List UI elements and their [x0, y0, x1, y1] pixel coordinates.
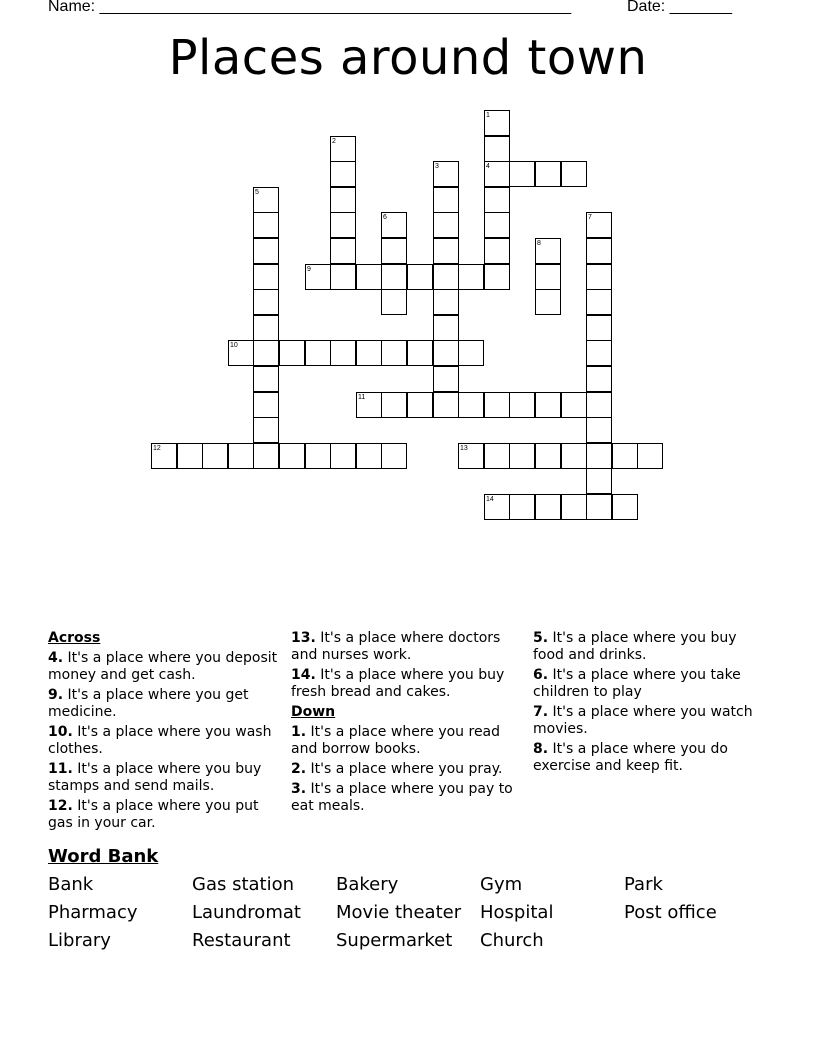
grid-cell[interactable] — [433, 340, 459, 366]
clue-number: 8 — [537, 240, 541, 247]
clue-number-label: 11. — [48, 761, 73, 777]
clue-text: It's a place where you pray. — [310, 761, 503, 777]
grid-cell[interactable] — [458, 340, 484, 366]
clues-column-1 — [48, 630, 280, 835]
grid-cell[interactable] — [586, 264, 612, 290]
clue-number: 7 — [588, 214, 592, 221]
across-clue-list-continued — [291, 630, 523, 701]
clue-number: 4 — [486, 163, 490, 170]
grid-cell[interactable] — [356, 264, 382, 290]
clue-number-label: 2. — [291, 761, 307, 777]
grid-cell[interactable] — [381, 340, 407, 366]
grid-cell[interactable] — [407, 340, 433, 366]
clue-text: It's a place where you do exercise and keep fit. — [533, 741, 728, 774]
grid-cell[interactable] — [561, 494, 587, 520]
word-bank-item: Post office — [624, 902, 717, 923]
grid-cell[interactable] — [330, 238, 356, 264]
grid-cell[interactable] — [535, 161, 561, 187]
grid-cell[interactable] — [484, 212, 510, 238]
grid-cell[interactable] — [381, 443, 407, 469]
grid-cell[interactable] — [509, 494, 535, 520]
grid-cell[interactable] — [279, 443, 305, 469]
word-bank-item: Gym — [480, 874, 523, 895]
word-bank-item: Gas station — [192, 874, 295, 895]
clue-item — [291, 630, 523, 664]
across-header: Across — [48, 630, 101, 646]
clue-text: It's a place where you watch movies. — [533, 704, 753, 737]
grid-cell[interactable] — [509, 443, 535, 469]
grid-cell[interactable] — [637, 443, 663, 469]
word-bank-item: Library — [48, 930, 111, 951]
clue-text: It's a place where you pay to eat meals. — [291, 781, 513, 814]
grid-cell[interactable] — [253, 366, 279, 392]
down-clue-list — [291, 724, 523, 815]
page-title: Places around town — [168, 30, 648, 86]
grid-cell[interactable] — [561, 443, 587, 469]
date-field-label[interactable]: Date: _______ — [627, 0, 732, 15]
clue-number: 2 — [332, 138, 336, 145]
grid-cell[interactable] — [279, 340, 305, 366]
clue-text: It's a place where you get medicine. — [48, 687, 249, 720]
grid-cell[interactable] — [586, 366, 612, 392]
clue-number: 14 — [486, 496, 494, 503]
grid-cell[interactable] — [484, 392, 510, 418]
word-bank-item: Supermarket — [336, 930, 453, 951]
clue-item — [291, 781, 523, 815]
grid-cell[interactable] — [509, 392, 535, 418]
word-bank-item: Pharmacy — [48, 902, 138, 923]
word-bank-title: Word Bank — [48, 846, 159, 867]
clue-text: It's a place where you wash clothes. — [48, 724, 272, 757]
grid-cell[interactable] — [330, 443, 356, 469]
grid-cell[interactable] — [535, 289, 561, 315]
clue-item — [291, 761, 523, 778]
grid-cell[interactable] — [433, 366, 459, 392]
clue-item — [291, 724, 523, 758]
grid-cell[interactable] — [484, 238, 510, 264]
grid-cell[interactable] — [202, 443, 228, 469]
grid-cell[interactable] — [509, 161, 535, 187]
grid-cell[interactable] — [458, 392, 484, 418]
clue-number-label: 1. — [291, 724, 307, 740]
down-header: Down — [291, 704, 336, 720]
grid-cell[interactable] — [433, 392, 459, 418]
clue-number-label: 6. — [533, 667, 549, 683]
grid-cell[interactable] — [586, 315, 612, 341]
grid-cell[interactable] — [458, 264, 484, 290]
clue-text: It's a place where you buy food and drinks. — [533, 630, 737, 663]
grid-cell[interactable] — [586, 392, 612, 418]
word-bank-item: Church — [480, 930, 544, 951]
clue-item — [48, 798, 280, 832]
clue-number: 12 — [153, 445, 161, 452]
grid-cell[interactable] — [253, 417, 279, 443]
grid-cell[interactable] — [484, 443, 510, 469]
grid-cell[interactable] — [253, 238, 279, 264]
clue-text: It's a place where you read and borrow books. — [291, 724, 501, 757]
clue-text: It's a place where doctors and nurses work. — [291, 630, 501, 663]
clue-item — [533, 667, 769, 701]
grid-cell[interactable] — [433, 238, 459, 264]
clue-number-label: 10. — [48, 724, 73, 740]
clue-number: 5 — [255, 189, 259, 196]
grid-cell[interactable] — [433, 315, 459, 341]
clue-number-label: 8. — [533, 741, 549, 757]
clue-item — [533, 704, 769, 738]
name-field-label[interactable]: Name: _____________________________________________________ — [48, 0, 572, 15]
clue-text: It's a place where you take children to play — [533, 667, 741, 700]
clue-number: 10 — [230, 342, 238, 349]
across-clue-list — [48, 650, 280, 832]
grid-cell[interactable] — [586, 340, 612, 366]
grid-cell[interactable] — [253, 315, 279, 341]
clue-item — [48, 761, 280, 795]
grid-cell[interactable] — [356, 443, 382, 469]
grid-cell[interactable] — [535, 264, 561, 290]
grid-cell[interactable] — [586, 238, 612, 264]
grid-cell[interactable] — [177, 443, 203, 469]
grid-cell[interactable] — [253, 443, 279, 469]
clue-item — [48, 650, 280, 684]
grid-cell[interactable] — [535, 443, 561, 469]
clue-item — [291, 667, 523, 701]
grid-cell[interactable] — [253, 392, 279, 418]
word-bank-item: Hospital — [480, 902, 554, 923]
word-bank — [48, 874, 768, 951]
grid-cell[interactable] — [484, 136, 510, 162]
grid-cell[interactable] — [586, 417, 612, 443]
clue-number: 13 — [460, 445, 468, 452]
clue-number-label: 7. — [533, 704, 549, 720]
grid-cell[interactable] — [381, 264, 407, 290]
grid-cell[interactable] — [586, 468, 612, 494]
grid-cell[interactable] — [586, 289, 612, 315]
clue-text: It's a place where you buy stamps and send mails. — [48, 761, 262, 794]
grid-cell[interactable] — [433, 289, 459, 315]
clue-text: It's a place where you buy fresh bread and cakes. — [291, 667, 505, 700]
clue-text: It's a place where you deposit money and get cash. — [48, 650, 278, 683]
clue-number: 9 — [307, 266, 311, 273]
clue-item — [48, 687, 280, 721]
clue-item — [533, 630, 769, 664]
clue-item — [48, 724, 280, 758]
clue-number-label: 3. — [291, 781, 307, 797]
clue-item — [533, 741, 769, 775]
word-bank-item: Bakery — [336, 874, 399, 895]
clue-number-label: 4. — [48, 650, 64, 666]
clue-text: It's a place where you put gas in your car. — [48, 798, 259, 831]
grid-cell[interactable] — [356, 340, 382, 366]
clue-number-label: 9. — [48, 687, 64, 703]
clue-number-label: 12. — [48, 798, 73, 814]
grid-cell[interactable] — [330, 264, 356, 290]
word-bank-item: Restaurant — [192, 930, 291, 951]
grid-cell[interactable] — [586, 494, 612, 520]
grid-cell[interactable] — [433, 212, 459, 238]
grid-cell[interactable] — [561, 161, 587, 187]
grid-cell[interactable] — [612, 494, 638, 520]
grid-cell[interactable] — [586, 443, 612, 469]
grid-cell[interactable] — [228, 443, 254, 469]
clue-number-label: 5. — [533, 630, 549, 646]
clue-number: 1 — [486, 112, 490, 119]
grid-cell[interactable] — [433, 187, 459, 213]
word-bank-item: Bank — [48, 874, 94, 895]
grid-cell[interactable] — [253, 212, 279, 238]
clue-number: 6 — [383, 214, 387, 221]
clues-column-3 — [533, 630, 769, 778]
word-bank-item: Laundromat — [192, 902, 301, 923]
clue-number-label: 14. — [291, 667, 316, 683]
grid-cell[interactable] — [381, 289, 407, 315]
clue-number: 11 — [358, 394, 366, 401]
grid-cell[interactable] — [253, 340, 279, 366]
grid-cell[interactable] — [407, 392, 433, 418]
grid-cell[interactable] — [407, 264, 433, 290]
grid-cell[interactable] — [253, 289, 279, 315]
down-clue-list-continued — [533, 630, 769, 775]
word-bank-item: Park — [624, 874, 663, 895]
grid-cell[interactable] — [535, 494, 561, 520]
clue-number: 3 — [435, 163, 439, 170]
clue-number-label: 13. — [291, 630, 316, 646]
grid-cell[interactable] — [612, 443, 638, 469]
grid-cell[interactable] — [381, 392, 407, 418]
grid-cell[interactable] — [305, 340, 331, 366]
word-bank-item: Movie theater — [336, 902, 462, 923]
clues-column-2 — [291, 630, 523, 818]
grid-cell[interactable] — [561, 392, 587, 418]
grid-cell[interactable] — [305, 443, 331, 469]
grid-cell[interactable] — [330, 187, 356, 213]
grid-cell[interactable] — [330, 161, 356, 187]
grid-cell[interactable] — [330, 212, 356, 238]
grid-cell[interactable] — [433, 264, 459, 290]
grid-cell[interactable] — [535, 392, 561, 418]
grid-cell[interactable] — [484, 187, 510, 213]
grid-cell[interactable] — [330, 340, 356, 366]
grid-cell[interactable] — [484, 264, 510, 290]
grid-cell[interactable] — [253, 264, 279, 290]
grid-cell[interactable] — [381, 238, 407, 264]
